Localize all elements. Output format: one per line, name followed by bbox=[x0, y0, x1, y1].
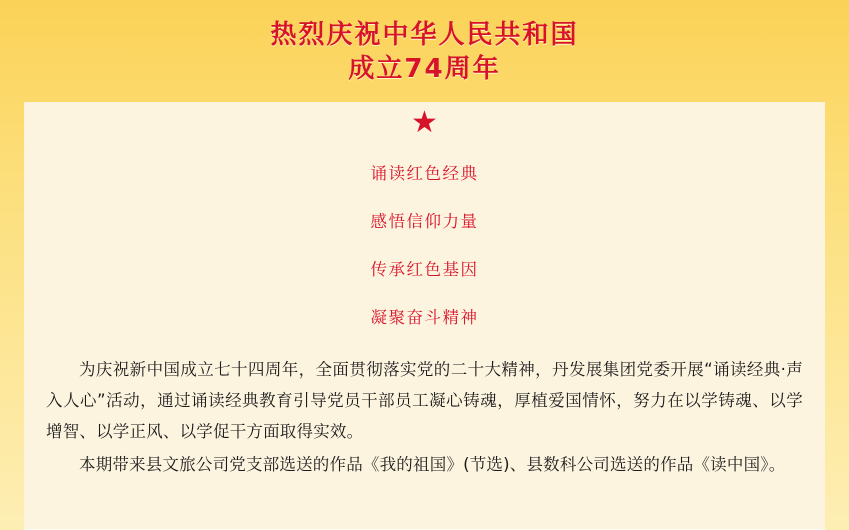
paragraph: 为庆祝新中国成立七十四周年，全面贯彻落实党的二十大精神，丹发展集团党委开展“诵读经典·声入人心”活动，通过诵读经典教育引导党员干部员工凝心铸魂，厚植爱国情怀，努力在以学铸魂、以学增智、以学正风、以学促干方面取得实效。 bbox=[46, 360, 803, 441]
paragraph: 本期带来县文旅公司党支部选送的作品《我的祖国》(节选)、县数科公司选送的作品《读中国》。 bbox=[79, 455, 786, 474]
slogan-list bbox=[46, 150, 803, 342]
slogan-item: 凝聚奋斗精神 bbox=[370, 308, 479, 327]
poster-header bbox=[0, 0, 849, 86]
header-title-line-1: 热烈庆祝中华人民共和国 bbox=[270, 20, 579, 50]
content-card bbox=[24, 102, 825, 530]
header-title-line-2: 成立74周年 bbox=[348, 54, 501, 84]
slogan-item: 传承红色基因 bbox=[370, 260, 479, 279]
star-decoration bbox=[46, 102, 803, 144]
body-text bbox=[46, 354, 803, 480]
slogan-item: 感悟信仰力量 bbox=[370, 212, 479, 231]
slogan-item: 诵读红色经典 bbox=[370, 164, 479, 183]
star-icon: ★ bbox=[411, 106, 438, 139]
